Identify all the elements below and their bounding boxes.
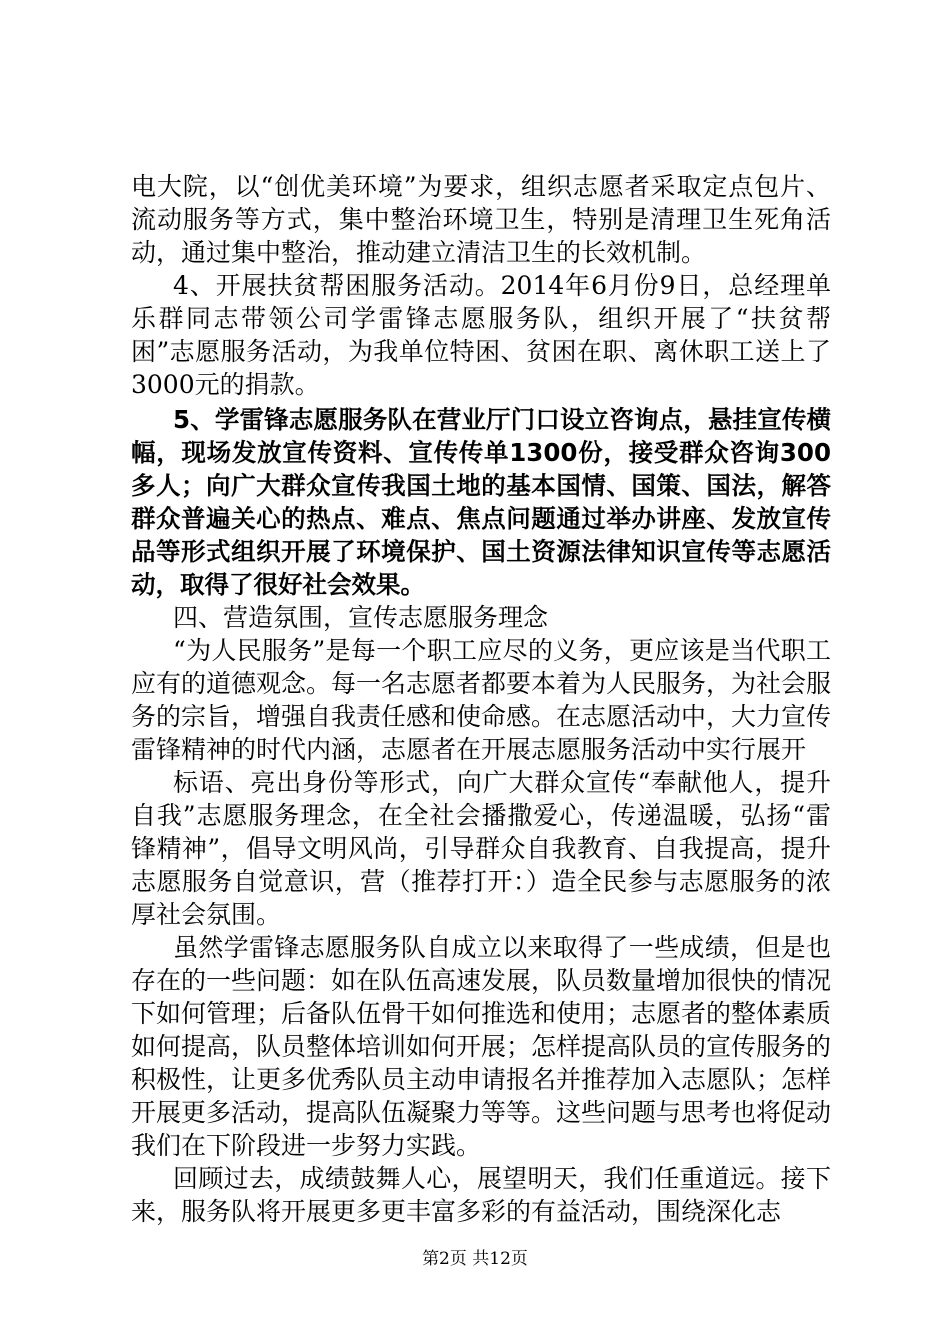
document-body [131,170,831,1228]
page-footer: 第2页 共12页 [422,1249,528,1269]
paragraph-slogans: 标语、亮出身份等形式，向广大群众宣传“奉献他人，提升自我”志愿服务理念，在全社会播撒爱心，传递温暖，弘扬“雷锋精神”，倡导文明风尚，引导群众自我教育、自我提高，提升志愿服务自觉意识，营（推荐打开：）造全民参与志愿服务的浓厚社会氛围。 [131,768,831,929]
paragraph-review: 回顾过去，成绩鼓舞人心，展望明天，我们任重道远。接下来，服务队将开展更多更丰富多彩的有益活动，围绕深化志 [131,1164,831,1226]
paragraph-item-5: 5、学雷锋志愿服务队在营业厅门口设立咨询点，悬挂宣传横幅，现场发放宣传资料、宣传传单1300份，接受群众咨询300多人；向广大群众宣传我国土地的基本国情、国策、国法，解答群众普遍关心的热点、难点、焦点问题通过举办讲座、发放宣传品等形式组织开展了环境保护、国土资源法律知识宣传等志愿活动，取得了很好社会效果。 [131,405,831,599]
paragraph-problems: 虽然学雷锋志愿服务队自成立以来取得了一些成绩，但是也存在的一些问题：如在队伍高速发展，队员数量增加很快的情况下如何管理；后备队伍骨干如何推选和使用；志愿者的整体素质如何提高，队员整体培训如何开展；怎样提高队员的宣传服务的积极性，让更多优秀队员主动申请报名并推荐加入志愿队；怎样开展更多活动，提高队伍凝聚力等等。这些问题与思考也将促动我们在下阶段进一步努力实践。 [131,933,832,1160]
paragraph-item-4: 4、开展扶贫帮困服务活动。2014年6月份9日，总经理单乐群同志带领公司学雷锋志愿服务队，组织开展了“扶贫帮困”志愿服务活动，为我单位特困、贫困在职、离休职工送上了3000元的捐款。 [131,271,831,399]
section-heading-4: 四、营造氛围，宣传志愿服务理念 [173,603,549,632]
paragraph-continuation: 电大院，以“创优美环境”为要求，组织志愿者采取定点包片、流动服务等方式，集中整治环境卫生，特别是清理卫生死角活动，通过集中整治，推动建立清洁卫生的长效机制。 [131,172,831,267]
paragraph-service-ideal: “为人民服务”是每一个职工应尽的义务，更应该是当代职工应有的道德观念。每一名志愿者都要本着为人民服务，为社会服务的宗旨，增强自我责任感和使命感。在志愿活动中，大力宣传雷锋精神的时代内涵，志愿者在开展志愿服务活动中实行展开 [131,636,832,764]
